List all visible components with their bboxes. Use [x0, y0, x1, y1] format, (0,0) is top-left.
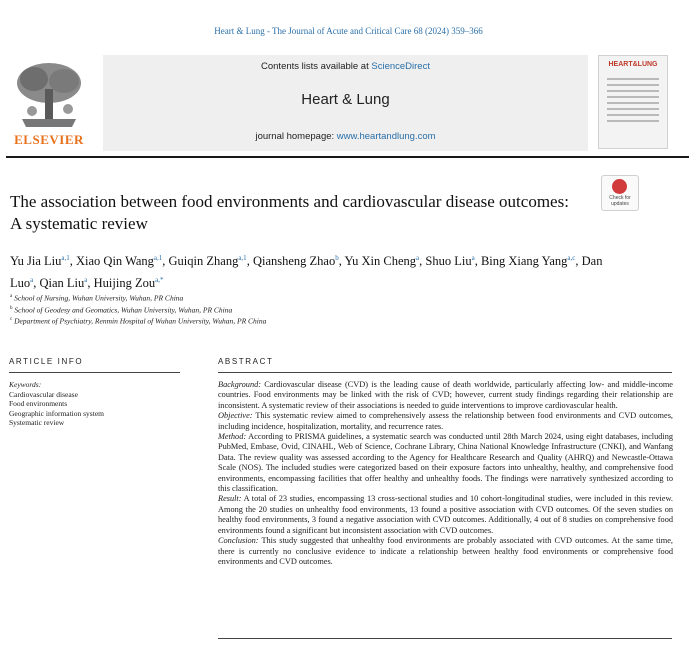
journal-reference[interactable]: Heart & Lung - The Journal of Acute and Critical Care 68 (2024) 359–366: [214, 26, 483, 36]
cover-title: HEART&LUNG: [608, 61, 658, 68]
author-affiliation-marker[interactable]: b: [335, 254, 339, 262]
author-affiliation-marker[interactable]: a: [471, 254, 475, 262]
author-name[interactable]: Shuo Liu: [425, 254, 472, 269]
affiliation-item: $^c$ Department of Psychiatry, Renmin Hospital of Wuhan University, Wuhan, PR China: [10, 316, 267, 326]
keywords-block: [9, 380, 180, 428]
journal-homepage-line: [103, 131, 588, 142]
keywords-label: Keywords:: [9, 380, 42, 389]
abstract-divider: [218, 372, 672, 373]
author-name[interactable]: Yu Xin Cheng: [344, 254, 417, 269]
affiliation-item: $^b$ School of Geodesy and Geomatics, Wuhan University, Wuhan, PR China: [10, 305, 233, 314]
keyword-item: Cardiovascular disease: [9, 389, 78, 399]
homepage-link[interactable]: www.heartandlung.com: [336, 131, 436, 142]
contents-prefix: Contents lists available at: [261, 61, 372, 72]
abstract-body: [218, 380, 673, 567]
abstract-bottom-divider: [218, 638, 672, 639]
keyword-item: Food environments: [9, 399, 68, 408]
check-for-updates-label: Check for updates: [609, 195, 631, 207]
keyword-item: Systematic review: [9, 418, 65, 427]
author-affiliation-marker[interactable]: a: [416, 254, 420, 262]
journal-header: [6, 55, 689, 155]
crossmark-icon: [612, 179, 627, 194]
article-info-divider: [9, 372, 180, 373]
author-name[interactable]: Yu Jia Liu: [10, 254, 62, 269]
author-name[interactable]: Dan Luo: [10, 254, 603, 291]
author-affiliation-marker[interactable]: a,1: [238, 254, 247, 262]
header-divider: [6, 156, 689, 158]
affiliation-list: [10, 292, 510, 327]
author-affiliation-marker[interactable]: a: [84, 276, 88, 285]
elsevier-wordmark: ELSEVIER: [14, 132, 84, 147]
abstract-result: Result: A total of 23 studies, encompassing 13 cross-sectional studies and 10 cohort-longitudinal studies, were included in this review. Among the 20 studies on unhealthy food environments, 13 found a positive association with CVD outcomes. Of the seven studies on healthy food environments, 3 found a negative association with CVD outcomes. Additionally, 4 out of 8 studies on comprehensive food environments found a significant but inconsistent association with CVD outcomes.: [218, 494, 673, 535]
check-for-updates-button[interactable]: [601, 175, 639, 211]
keyword-item: Geographic information system: [9, 408, 104, 418]
homepage-prefix: journal homepage:: [255, 131, 337, 142]
author-name[interactable]: Qiansheng Zhao: [252, 254, 336, 269]
abstract-conclusion: Conclusion: This study suggested that unhealthy food environments are probably associated with CVD outcomes. At the same time, there is currently no conclusive evidence to indicate a relationship between healthy food environments or comprehensive food environments and CVD outcomes.: [218, 536, 673, 566]
author-affiliation-marker[interactable]: a,*: [155, 276, 164, 285]
author-affiliation-marker[interactable]: a,c: [567, 254, 576, 262]
elsevier-tree-icon: [12, 59, 86, 129]
author-name[interactable]: Xiao Qin Wang: [76, 254, 154, 269]
author-name[interactable]: Bing Xiang Yang: [480, 254, 568, 269]
article-title: The association between food environments and cardiovascular disease outcomes: A systematic review: [10, 192, 569, 233]
contents-available-line: [103, 61, 588, 72]
author-name[interactable]: Guiqin Zhang: [168, 254, 239, 269]
author-list: Yu Jia Liu$^{a,1}$, Xiao Qin Wang$^{a,1}$, Guiqin Zhang$^{a,1}$, Qiansheng Zhao$^b$, Yu Xin Cheng$^a$, Shuo Liu$^a$, Bing Xiang Yang$^{a,c}$, Dan Luo$^a$, Qian Liu$^a$, Huijing Zou$^{a,*}$: [10, 254, 603, 291]
abstract-background: Background: Cardiovascular disease (CVD) is the leading cause of death worldwide, particularly affecting low- and middle-income countries. Food environments may be linked with the risk of CVD; however, current study findings regarding their relationship are inconsistent. A systematic review of their associations is needed to guide interventions to improve cardiovascular health.: [218, 380, 673, 410]
cover-decoration: [607, 74, 659, 126]
abstract-method: Method: According to PRISMA guidelines, a systematic search was conducted until 28th March 2024, using eight databases, including PubMed, Embase, Ovid, CINAHL, Web of Science, Cochrane Library, China National Knowledge Infrastructure (CNKI), and Wanfang Data. The review quality was assessed according to the Agency for Healthcare Research and Quality (AHRQ) and Newcastle-Ottawa Scale (NOS). The included studies were categorized based on their exposure factors into unhealthy, healthy, and comprehensive food environments, encompassing facilities that offer healthy and unhealthy foods. The findings were narratively synthesized according to this classification.: [218, 432, 673, 494]
abstract-objective: Objective: This systematic review aimed to comprehensively assess the relationship between food environments and CVD outcomes, including incidence, hospitalization, mortality, and recurrence rates.: [218, 411, 673, 431]
journal-masthead: [103, 55, 588, 151]
author-affiliation-marker[interactable]: a: [30, 276, 34, 285]
author-name[interactable]: Qian Liu: [39, 276, 85, 291]
journal-cover-thumbnail[interactable]: [598, 55, 668, 149]
journal-title: Heart & Lung: [301, 91, 390, 108]
abstract-heading: ABSTRACT: [218, 357, 274, 366]
author-affiliation-marker[interactable]: a,1: [61, 254, 70, 262]
sciencedirect-link[interactable]: ScienceDirect: [371, 61, 430, 72]
article-info-heading: ARTICLE INFO: [9, 357, 84, 366]
elsevier-logo[interactable]: [6, 55, 92, 151]
affiliation-item: $^a$ School of Nursing, Wuhan University, Wuhan, PR China: [10, 293, 184, 303]
author-name[interactable]: Huijing Zou: [93, 276, 156, 291]
author-affiliation-marker[interactable]: a,1: [153, 254, 163, 262]
